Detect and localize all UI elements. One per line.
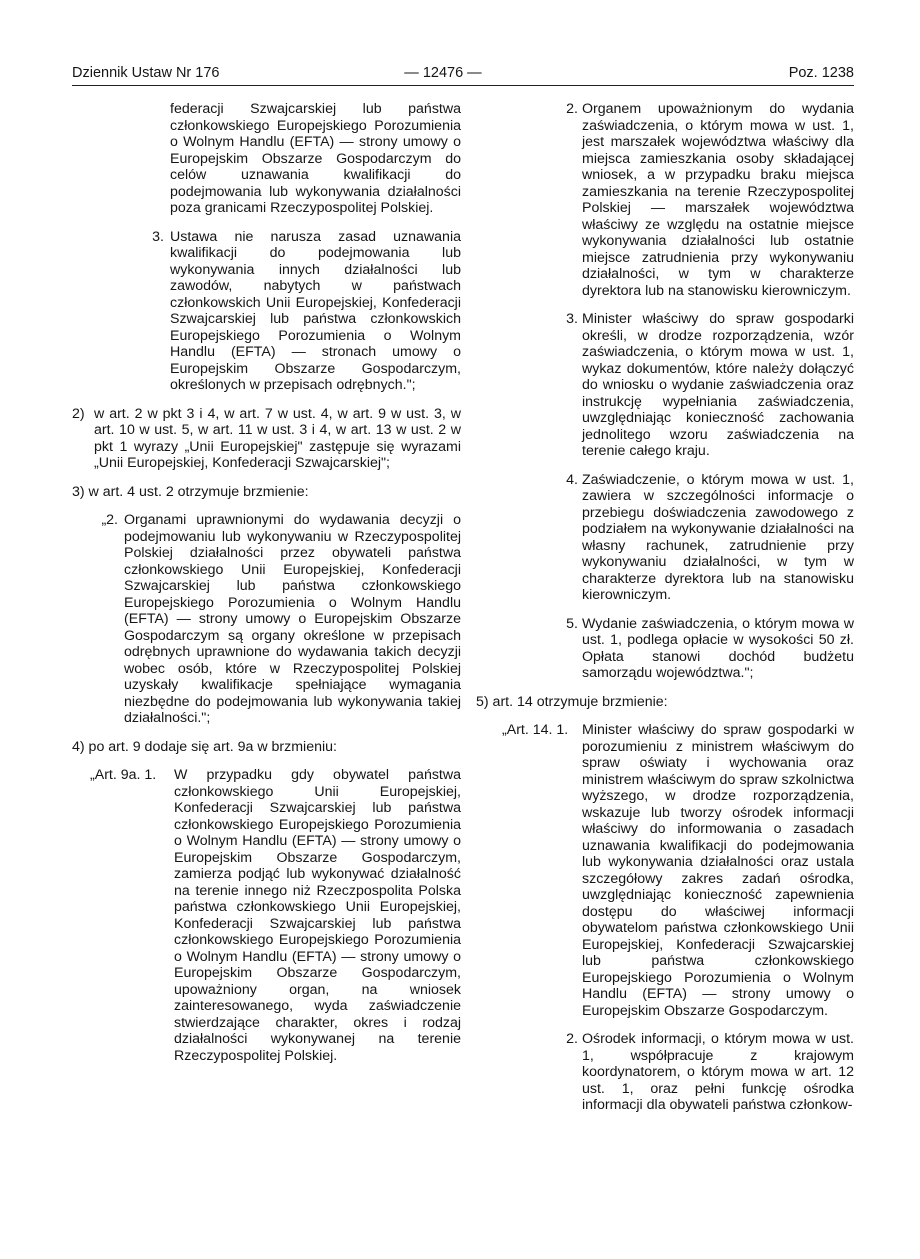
- paragraph-text: Zaświadczenie, o którym mowa w ust. 1, zawiera w szczególności informacje o przebiegu doświadczenia zawodowego z podziałem na wykonywanie działalności na własny rachunek, zatrudnienie przy wykonywaniu działalności, w tym w charakterze dyrektora lub na stanowisku kierowniczym.: [582, 471, 854, 603]
- paragraph-5: [476, 616, 854, 682]
- paragraph-text: Minister właściwy do spraw gospodarki określi, w drodze rozporządzenia, wzór zaświadczenia, o którym mowa w ust. 1, wykaz dokumentów, które należy dołączyć do wniosku o wydanie zaświadczenia oraz instrukcję wypełniania zaświadczenia, uwzględniając konieczność zachowania jednolitego wzoru zaświadczenia na terenie całego kraju.: [582, 311, 854, 459]
- article-text: W przypadku gdy obywatel państwa członkowskiego Unii Europejskiej, Konfederacji Szwajcarskiej lub państwa członkowskiego Europejskiego Porozumienia o Wolnym Handlu (EFTA) — strony umowy o Europejskim Obszarze Gospodarczym, zamierza podjąć lub wykonywać działalność na terenie innego niż Rzeczpospolita Polska państwa członkowskiego Unii Europejskiej, Konfederacji Szwajcarskiej lub państwa członkowskiego Europejskiego Porozumienia o Wolnym Handlu (EFTA) — strony umowy o Europejskim Obszarze Gospodarczym, upoważniony organ, na wniosek zainteresowanego, wyda zaświadczenie stwierdzające charakter, okres i rodzaj działalności wykonywanej na terenie Rzeczypospolitej Polskiej.: [174, 767, 461, 1064]
- item-text: w art. 2 w pkt 3 i 4, w art. 7 w ust. 4, w art. 9 w ust. 3, w art. 10 w ust. 5, w art. 11 w ust. 3 i 4, w art. 13 w ust. 2 w pkt 1 wyrazy „Unii Europejskiej" zastępuje się wyrazami „Unii Europejskiej, Konfederacji Szwajcarskiej";: [94, 405, 461, 471]
- paragraph-number: 2.: [566, 101, 578, 117]
- article-9a: [72, 767, 461, 1064]
- item-5-intro: 5) art. 14 otrzymuje brzmienie:: [476, 693, 668, 710]
- paragraph-3: [476, 311, 854, 460]
- paragraph-number: 3.: [566, 311, 578, 327]
- article-14: [476, 722, 854, 1019]
- item-3-quote: [72, 512, 461, 727]
- right-column: [476, 101, 854, 1126]
- paragraph-text: Organem upoważnionym do wydania zaświadczenia, o którym mowa w ust. 1, jest marszałek województwa właściwy dla miejsca zamieszkania osoby składającej wniosek, a w przypadku braku miejsca zamieszkania na terenie Rzeczypospolitej Polskiej — marszałek województwa właściwy ze względu na ostatnie miejsce wykonywania działalności lub ostatnie miejsce zatrudnienia przy wykonywaniu działalności, w tym w charakterze dyrektora lub na stanowisku kierowniczym.: [582, 101, 854, 299]
- article-number: „Art. 14. 1.: [502, 722, 569, 738]
- journal-title: Dziennik Ustaw Nr 176: [72, 65, 220, 81]
- paragraph-text: Ustawa nie narusza zasad uznawania kwalifikacji do podejmowania lub wykonywania innych działalności lub zawodów, nabytych w państwach członkowskich Unii Europejskiej, Konfederacji Szwajcarskiej lub państwa członkowskich Europejskiego Porozumienia o Wolnym Handlu (EFTA) — stronach umowy o Europejskim Obszarze Gospodarczym, określonych w przepisach odrębnych.";: [170, 228, 461, 393]
- paragraph-2: [476, 101, 854, 299]
- paragraph-number: 2.: [566, 1031, 578, 1047]
- paragraph-text: federacji Szwajcarskiej lub państwa członkowskiego Europejskiego Porozumienia o Wolnym Handlu (EFTA) — strony umowy o Europejskim Obszarze Gospodarczym do celów uznawania kwalifikacji do podejmowania lub wykonywania działalności poza granicami Rzeczypospolitej Polskiej.: [170, 101, 461, 216]
- article-14-paragraph-2: [476, 1031, 854, 1114]
- position-number: Poz. 1238: [788, 65, 854, 81]
- paragraph-number: 4.: [566, 471, 578, 488]
- quote-number: „2.: [101, 512, 118, 528]
- article-text: Minister właściwy do spraw gospodarki w porozumieniu z ministrem właściwym do spraw oświaty i wychowania oraz ministrem właściwym do spraw szkolnictwa wyższego, w drodze rozporządzenia, wskazuje lub tworzy ośrodek informacji właściwy do informowania o zasadach uznawania kwalifikacji do podejmowania lub wykonywania działalności oraz ustala szczegółowy zakres zadań ośrodka, uwzględniając konieczność zapewnienia dostępu do właściwej informacji obywatelom państwa członkowskiego Unii Europejskiej, Konfederacji Szwajcarskiej lub państwa członkowskiego Europejskiego Porozumienia o Wolnym Handlu (EFTA) — strony umowy o Europejskim Obszarze Gospodarczym.: [582, 722, 854, 1019]
- item-3-intro: 3) w art. 4 ust. 2 otrzymuje brzmienie:: [72, 483, 309, 500]
- left-column: [72, 101, 461, 1076]
- paragraph-text: Ośrodek informacji, o którym mowa w ust. 1, współpracuje z krajowym koordynatorem, o którym mowa w art. 12 ust. 1, oraz pełni funkcję ośrodka informacji dla obywateli państwa członkow-: [582, 1031, 854, 1113]
- paragraph-3: [72, 229, 461, 394]
- paragraph-number: 5.: [566, 615, 578, 632]
- quote-text: Organami uprawnionymi do wydawania decyzji o podejmowaniu lub wykonywaniu w Rzeczypospolitej Polskiej działalności przez obywateli państwa członkowskiego Unii Europejskiej, Konfederacji Szwajcarskiej lub państwa członkowskiego Europejskiego Porozumienia o Wolnym Handlu (EFTA) — strony umowy o Europejskim Obszarze Gospodarczym są organy określone w przepisach odrębnych uprawnione do wydawania takich decyzji wobec osób, które w Rzeczypospolitej Polskiej uzyskały kwalifikacje spełniające wymagania niezbędne do podejmowania lub wykonywania takiej działalności.";: [124, 512, 461, 726]
- item-4-intro: 4) po art. 9 dodaje się art. 9a w brzmieniu:: [72, 738, 337, 755]
- paragraph-text: Wydanie zaświadczenia, o którym mowa w ust. 1, podlega opłacie w wysokości 50 zł. Opłata stanowi dochód budżetu samorządu województwa.";: [582, 615, 854, 681]
- paragraph-number: 3.: [152, 228, 164, 245]
- item-2: [72, 406, 461, 472]
- page-header: [72, 63, 854, 86]
- page-number: — 12476 —: [404, 65, 482, 81]
- paragraph-4: [476, 472, 854, 604]
- continuation-paragraph: [72, 101, 461, 217]
- item-number: 2): [72, 405, 85, 422]
- article-number: „Art. 9a. 1.: [90, 767, 157, 783]
